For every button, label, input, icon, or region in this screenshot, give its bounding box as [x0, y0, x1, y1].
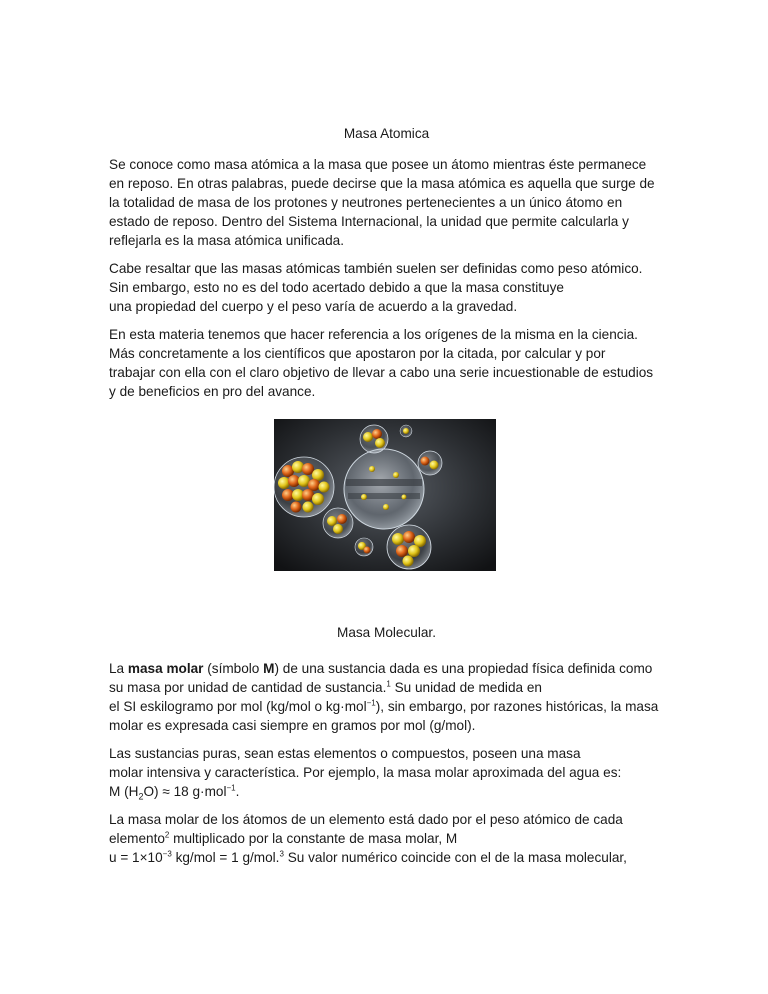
text-run: elemento: [109, 831, 165, 846]
paragraph-6: [109, 810, 664, 867]
text-run: el SI eskilogramo por mol (kg/mol o kg·mol: [109, 699, 367, 714]
paragraph-1: [109, 155, 664, 250]
text-run: u = 1×10: [109, 850, 163, 865]
text-line: [109, 659, 664, 678]
text-line: En esta materia tenemos que hacer referencia a los orígenes de la misma en la ciencia.: [109, 327, 638, 342]
subscript: 2: [138, 791, 144, 802]
text-run: .: [235, 784, 240, 799]
bold-term: masa molar: [127, 661, 204, 676]
bold-symbol: M: [263, 661, 275, 676]
text-line: [109, 782, 664, 801]
text-line: trabajar con ella con el claro objetivo de llevar a cabo una serie incuestionable de estudios: [109, 365, 654, 380]
paragraph-2: [109, 259, 664, 316]
text-line: [109, 829, 664, 848]
document-body: [109, 124, 664, 876]
text-line: estado de reposo. Dentro del Sistema Internacional, la unidad que permite calcularla y: [109, 214, 629, 229]
text-run: multiplicado por la constante de masa molar, M: [169, 831, 458, 846]
text-run: M (H: [109, 784, 139, 799]
text-line: La masa molar de los átomos de un elemento está dado por el peso atómico de cada: [109, 812, 623, 827]
section-title-masa-atomica: Masa Atomica: [343, 126, 430, 141]
text-line: Se conoce como masa atómica a la masa que posee un átomo mientras éste permanece: [109, 157, 647, 172]
text-line: [109, 678, 664, 697]
text-line: molar es expresada casi siempre en gramos por mol (g/mol).: [109, 718, 476, 733]
superscript: −1: [366, 698, 376, 708]
footnote-ref: 1: [386, 679, 391, 689]
text-line: una propiedad del cuerpo y el peso varía de acuerdo a la gravedad.: [109, 299, 518, 314]
paragraph-4: [109, 659, 664, 735]
text-run: ), sin embargo, por razones históricas, la masa: [375, 699, 659, 714]
text-run: La: [109, 661, 128, 676]
atoms-in-bubbles-illustration: [274, 419, 496, 571]
text-line: [109, 848, 664, 867]
paragraph-5: [109, 744, 664, 801]
text-line: Más concretamente a los científicos que apostaron por la citada, por calcular y por: [109, 346, 606, 361]
text-line: Cabe resaltar que las masas atómicas también suelen ser definidas como peso atómico.: [109, 261, 643, 276]
text-run: Su valor numérico coincide con el de la masa molecular,: [283, 850, 627, 865]
text-line: y de beneficios en pro del avance.: [109, 384, 316, 399]
text-run: kg/mol = 1 g/mol.: [171, 850, 280, 865]
text-run: Su unidad de medida en: [390, 680, 542, 695]
text-run: (símbolo: [203, 661, 264, 676]
atoms-image-icon: [274, 419, 496, 571]
paragraph-3: [109, 325, 664, 401]
text-line: molar intensiva y característica. Por ejemplo, la masa molar aproximada del agua es:: [109, 765, 622, 780]
section-title-masa-molecular: Masa Molecular.: [337, 625, 436, 640]
superscript: −3: [162, 849, 172, 859]
text-line: Las sustancias puras, sean estas elementos o compuestos, poseen una masa: [109, 746, 581, 761]
text-run: su masa por unidad de cantidad de sustancia.: [109, 680, 387, 695]
text-run: ) de una sustancia dada es una propiedad física definida como: [274, 661, 653, 676]
text-line: reflejarla es la masa atómica unificada.: [109, 233, 344, 248]
text-line: la totalidad de masa de los protones y neutrones pertenecientes a un único átomo en: [109, 195, 623, 210]
footnote-ref: 2: [164, 830, 170, 840]
text-line: Sin embargo, esto no es del todo acertado debido a que la masa constituye: [109, 280, 564, 295]
text-line: en reposo. En otras palabras, puede decirse que la masa atómica es aquella que surge de: [109, 176, 655, 191]
footnote-ref: 3: [279, 849, 284, 859]
text-line: [109, 697, 664, 716]
superscript: −1: [226, 783, 236, 793]
text-run: O) ≈ 18 g·mol: [143, 784, 227, 799]
